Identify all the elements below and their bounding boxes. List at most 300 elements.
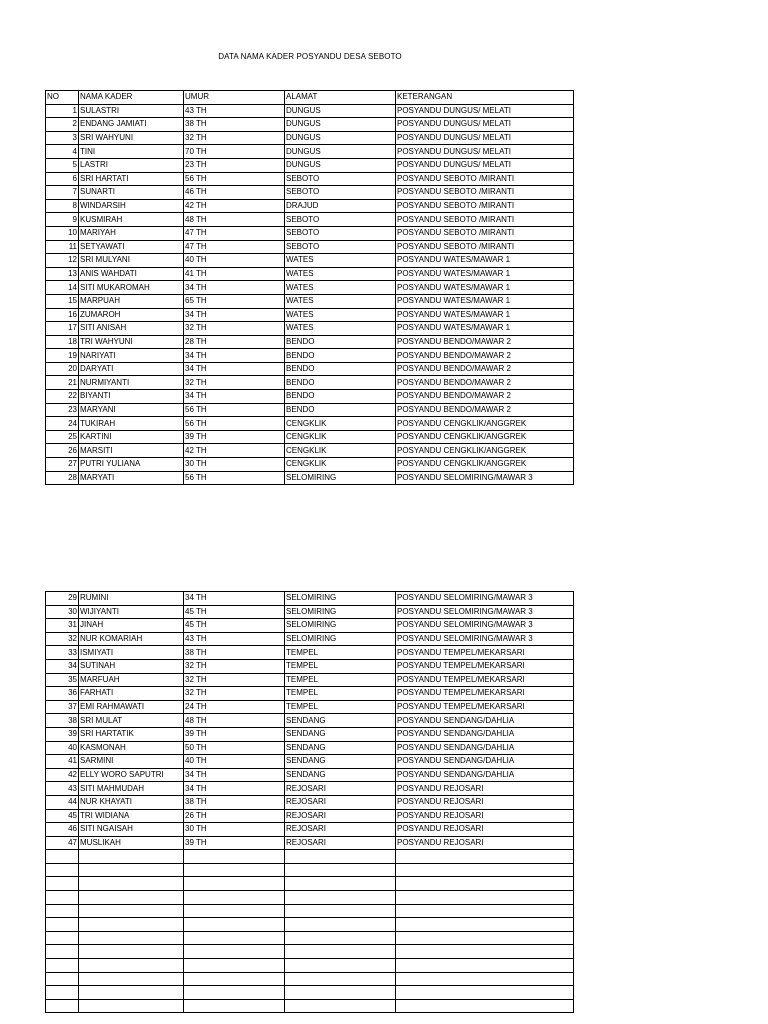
table-row xyxy=(46,417,574,431)
cell-nama-kader: SULASTRI xyxy=(79,104,184,118)
cell-keterangan: POSYANDU TEMPEL/MEKARSARI xyxy=(396,700,574,714)
cell-keterangan: POSYANDU SELOMIRING/MAWAR 3 xyxy=(396,619,574,633)
table-row xyxy=(46,945,574,959)
table-row xyxy=(46,972,574,986)
cell-no xyxy=(46,959,79,973)
cell-alamat xyxy=(285,918,396,932)
cell-no: 19 xyxy=(46,349,79,363)
cell-nama-kader: PUTRI YULIANA xyxy=(79,458,184,472)
cell-umur: 47 TH xyxy=(184,240,285,254)
cell-umur: 26 TH xyxy=(184,809,285,823)
cell-alamat xyxy=(285,904,396,918)
cell-umur: 42 TH xyxy=(184,444,285,458)
cell-umur xyxy=(184,863,285,877)
cell-no xyxy=(46,850,79,864)
cell-nama-kader: KARTINI xyxy=(79,430,184,444)
cell-nama-kader: MUSLIKAH xyxy=(79,836,184,850)
cell-no: 14 xyxy=(46,281,79,295)
cell-alamat xyxy=(285,931,396,945)
cell-umur xyxy=(184,891,285,905)
table-row xyxy=(46,186,574,200)
cell-keterangan: POSYANDU WATES/MAWAR 1 xyxy=(396,254,574,268)
cell-alamat: SENDANG xyxy=(285,727,396,741)
cell-umur: 32 TH xyxy=(184,673,285,687)
cell-keterangan: POSYANDU WATES/MAWAR 1 xyxy=(396,267,574,281)
cell-keterangan: POSYANDU DUNGUS/ MELATI xyxy=(396,158,574,172)
cell-no: 44 xyxy=(46,795,79,809)
cell-umur: 30 TH xyxy=(184,458,285,472)
cell-nama-kader: NUR KOMARIAH xyxy=(79,632,184,646)
cell-nama-kader: ISMIYATI xyxy=(79,646,184,660)
cell-alamat: SENDANG xyxy=(285,755,396,769)
table-row xyxy=(46,646,574,660)
cell-no: 11 xyxy=(46,240,79,254)
cell-keterangan: POSYANDU TEMPEL/MEKARSARI xyxy=(396,673,574,687)
table-row xyxy=(46,768,574,782)
cell-keterangan: POSYANDU REJOSARI xyxy=(396,809,574,823)
cell-umur: 39 TH xyxy=(184,727,285,741)
cell-keterangan: POSYANDU SENDANG/DAHLIA xyxy=(396,755,574,769)
cell-keterangan xyxy=(396,891,574,905)
cell-no: 2 xyxy=(46,118,79,132)
cell-no: 29 xyxy=(46,592,79,606)
table-row xyxy=(46,700,574,714)
cell-alamat: SELOMIRING xyxy=(285,605,396,619)
cell-nama-kader xyxy=(79,959,184,973)
cell-umur: 56 TH xyxy=(184,417,285,431)
table-row xyxy=(46,999,574,1013)
cell-umur: 56 TH xyxy=(184,471,285,485)
cell-keterangan xyxy=(396,999,574,1013)
cell-alamat: CENGKLIK xyxy=(285,458,396,472)
cell-keterangan: POSYANDU CENGKLIK/ANGGREK xyxy=(396,444,574,458)
cell-keterangan: POSYANDU WATES/MAWAR 1 xyxy=(396,322,574,336)
cell-umur: 34 TH xyxy=(184,308,285,322)
cell-keterangan: POSYANDU SELOMIRING/MAWAR 3 xyxy=(396,632,574,646)
cell-umur: 32 TH xyxy=(184,322,285,336)
cell-keterangan: POSYANDU BENDO/MAWAR 2 xyxy=(396,390,574,404)
cell-nama-kader: MARFUAH xyxy=(79,673,184,687)
cell-no: 42 xyxy=(46,768,79,782)
cell-umur xyxy=(184,904,285,918)
cell-no xyxy=(46,945,79,959)
cell-nama-kader: ENDANG JAMIATI xyxy=(79,118,184,132)
cell-no: 3 xyxy=(46,131,79,145)
cell-no: 31 xyxy=(46,619,79,633)
cell-nama-kader: FARHATI xyxy=(79,687,184,701)
cell-nama-kader: SRI WAHYUNI xyxy=(79,131,184,145)
cell-nama-kader xyxy=(79,877,184,891)
cell-nama-kader: JINAH xyxy=(79,619,184,633)
cell-umur xyxy=(184,850,285,864)
cell-no: 15 xyxy=(46,294,79,308)
cell-no: 45 xyxy=(46,809,79,823)
table-row xyxy=(46,267,574,281)
cell-keterangan: POSYANDU SEBOTO /MIRANTI xyxy=(396,172,574,186)
table-row xyxy=(46,294,574,308)
cell-nama-kader: TINI xyxy=(79,145,184,159)
cell-nama-kader: TRI WIDIANA xyxy=(79,809,184,823)
cell-nama-kader: MARYATI xyxy=(79,471,184,485)
cell-alamat: DRAJUD xyxy=(285,199,396,213)
table-row xyxy=(46,471,574,485)
cell-keterangan xyxy=(396,986,574,1000)
kader-table-part-2 xyxy=(45,591,574,1013)
cell-no: 20 xyxy=(46,362,79,376)
cell-nama-kader: NURMIYANTI xyxy=(79,376,184,390)
cell-no: 9 xyxy=(46,213,79,227)
cell-keterangan: POSYANDU WATES/MAWAR 1 xyxy=(396,308,574,322)
cell-nama-kader: SITI NGAISAH xyxy=(79,823,184,837)
cell-nama-kader: MARIYAH xyxy=(79,226,184,240)
cell-alamat: REJOSARI xyxy=(285,795,396,809)
cell-umur: 46 TH xyxy=(184,186,285,200)
cell-nama-kader: SUTINAH xyxy=(79,659,184,673)
table-row xyxy=(46,335,574,349)
cell-alamat: TEMPEL xyxy=(285,700,396,714)
cell-keterangan: POSYANDU SENDANG/DAHLIA xyxy=(396,714,574,728)
cell-umur: 24 TH xyxy=(184,700,285,714)
cell-alamat: DUNGUS xyxy=(285,131,396,145)
table-row xyxy=(46,850,574,864)
cell-no: 47 xyxy=(46,836,79,850)
cell-alamat: CENGKLIK xyxy=(285,417,396,431)
cell-keterangan: POSYANDU WATES/MAWAR 1 xyxy=(396,281,574,295)
cell-umur: 45 TH xyxy=(184,605,285,619)
cell-keterangan: POSYANDU SEBOTO /MIRANTI xyxy=(396,226,574,240)
cell-alamat xyxy=(285,877,396,891)
header-alamat: ALAMAT xyxy=(285,91,396,105)
table-row xyxy=(46,158,574,172)
cell-umur xyxy=(184,877,285,891)
cell-umur: 65 TH xyxy=(184,294,285,308)
cell-keterangan: POSYANDU CENGKLIK/ANGGREK xyxy=(396,458,574,472)
cell-nama-kader: SETYAWATI xyxy=(79,240,184,254)
cell-nama-kader: SUNARTI xyxy=(79,186,184,200)
cell-umur: 34 TH xyxy=(184,390,285,404)
table-row xyxy=(46,687,574,701)
cell-alamat: WATES xyxy=(285,322,396,336)
cell-alamat: WATES xyxy=(285,308,396,322)
cell-no xyxy=(46,891,79,905)
cell-umur xyxy=(184,972,285,986)
table-row xyxy=(46,240,574,254)
cell-no: 41 xyxy=(46,755,79,769)
cell-alamat: SEBOTO xyxy=(285,186,396,200)
cell-no: 40 xyxy=(46,741,79,755)
cell-umur xyxy=(184,945,285,959)
cell-umur: 40 TH xyxy=(184,755,285,769)
cell-nama-kader: KUSMIRAH xyxy=(79,213,184,227)
cell-alamat: TEMPEL xyxy=(285,659,396,673)
cell-umur xyxy=(184,986,285,1000)
table-row xyxy=(46,322,574,336)
cell-keterangan: POSYANDU BENDO/MAWAR 2 xyxy=(396,349,574,363)
cell-alamat: SENDANG xyxy=(285,714,396,728)
table-row xyxy=(46,430,574,444)
cell-nama-kader: MARSITI xyxy=(79,444,184,458)
cell-nama-kader: SRI MULAT xyxy=(79,714,184,728)
cell-umur xyxy=(184,999,285,1013)
cell-keterangan: POSYANDU SEBOTO /MIRANTI xyxy=(396,186,574,200)
table-row xyxy=(46,986,574,1000)
cell-nama-kader: SARMINI xyxy=(79,755,184,769)
cell-no: 7 xyxy=(46,186,79,200)
cell-nama-kader xyxy=(79,972,184,986)
table-row xyxy=(46,390,574,404)
cell-umur: 39 TH xyxy=(184,430,285,444)
cell-keterangan: POSYANDU BENDO/MAWAR 2 xyxy=(396,403,574,417)
cell-keterangan xyxy=(396,863,574,877)
cell-no: 8 xyxy=(46,199,79,213)
cell-umur: 70 TH xyxy=(184,145,285,159)
cell-nama-kader xyxy=(79,863,184,877)
cell-alamat: REJOSARI xyxy=(285,823,396,837)
cell-no: 35 xyxy=(46,673,79,687)
cell-alamat: TEMPEL xyxy=(285,646,396,660)
cell-nama-kader: MARYANI xyxy=(79,403,184,417)
cell-umur: 32 TH xyxy=(184,376,285,390)
cell-umur: 48 TH xyxy=(184,714,285,728)
cell-no: 39 xyxy=(46,727,79,741)
cell-alamat: SEBOTO xyxy=(285,213,396,227)
cell-umur: 56 TH xyxy=(184,172,285,186)
cell-umur: 45 TH xyxy=(184,619,285,633)
cell-keterangan xyxy=(396,945,574,959)
cell-alamat: BENDO xyxy=(285,390,396,404)
cell-keterangan: POSYANDU TEMPEL/MEKARSARI xyxy=(396,687,574,701)
table-row xyxy=(46,104,574,118)
header-no: NO xyxy=(46,91,79,105)
cell-nama-kader: RUMINI xyxy=(79,592,184,606)
cell-nama-kader xyxy=(79,904,184,918)
cell-nama-kader xyxy=(79,999,184,1013)
cell-alamat xyxy=(285,999,396,1013)
cell-alamat: SELOMIRING xyxy=(285,632,396,646)
cell-alamat: REJOSARI xyxy=(285,782,396,796)
table-row xyxy=(46,281,574,295)
cell-umur xyxy=(184,931,285,945)
table-row xyxy=(46,741,574,755)
cell-alamat xyxy=(285,945,396,959)
cell-no: 28 xyxy=(46,471,79,485)
cell-nama-kader: DARYATI xyxy=(79,362,184,376)
cell-nama-kader: SITI MUKAROMAH xyxy=(79,281,184,295)
cell-no xyxy=(46,918,79,932)
cell-umur: 34 TH xyxy=(184,281,285,295)
cell-no: 32 xyxy=(46,632,79,646)
cell-no: 37 xyxy=(46,700,79,714)
cell-no: 43 xyxy=(46,782,79,796)
cell-umur: 38 TH xyxy=(184,118,285,132)
cell-alamat: WATES xyxy=(285,294,396,308)
table-row xyxy=(46,199,574,213)
cell-no: 46 xyxy=(46,823,79,837)
cell-alamat: WATES xyxy=(285,254,396,268)
cell-nama-kader: EMI RAHMAWATI xyxy=(79,700,184,714)
cell-nama-kader: MARPUAH xyxy=(79,294,184,308)
cell-keterangan: POSYANDU SELOMIRING/MAWAR 3 xyxy=(396,592,574,606)
cell-keterangan: POSYANDU WATES/MAWAR 1 xyxy=(396,294,574,308)
cell-nama-kader: NARIYATI xyxy=(79,349,184,363)
table-row xyxy=(46,891,574,905)
cell-keterangan xyxy=(396,931,574,945)
cell-no: 13 xyxy=(46,267,79,281)
cell-nama-kader: SRI MULYANI xyxy=(79,254,184,268)
cell-keterangan: POSYANDU SENDANG/DAHLIA xyxy=(396,741,574,755)
cell-no: 27 xyxy=(46,458,79,472)
table-row xyxy=(46,118,574,132)
cell-no: 4 xyxy=(46,145,79,159)
table-row xyxy=(46,444,574,458)
cell-alamat: BENDO xyxy=(285,349,396,363)
cell-no: 22 xyxy=(46,390,79,404)
cell-nama-kader: SRI HARTATIK xyxy=(79,727,184,741)
document-title: DATA NAMA KADER POSYANDU DESA SEBOTO xyxy=(218,52,402,61)
cell-keterangan: POSYANDU DUNGUS/ MELATI xyxy=(396,118,574,132)
cell-keterangan: POSYANDU SEBOTO /MIRANTI xyxy=(396,213,574,227)
cell-nama-kader: LASTRI xyxy=(79,158,184,172)
cell-keterangan: POSYANDU REJOSARI xyxy=(396,782,574,796)
cell-nama-kader xyxy=(79,931,184,945)
cell-keterangan: POSYANDU CENGKLIK/ANGGREK xyxy=(396,430,574,444)
table-row xyxy=(46,172,574,186)
cell-umur: 43 TH xyxy=(184,104,285,118)
cell-umur: 48 TH xyxy=(184,213,285,227)
cell-no xyxy=(46,931,79,945)
cell-keterangan: POSYANDU SEBOTO /MIRANTI xyxy=(396,199,574,213)
header-nama-kader: NAMA KADER xyxy=(79,91,184,105)
cell-alamat: SENDANG xyxy=(285,741,396,755)
cell-umur: 28 TH xyxy=(184,335,285,349)
cell-no xyxy=(46,877,79,891)
cell-alamat: SENDANG xyxy=(285,768,396,782)
cell-alamat: DUNGUS xyxy=(285,118,396,132)
cell-keterangan: POSYANDU SENDANG/DAHLIA xyxy=(396,768,574,782)
table-row xyxy=(46,931,574,945)
cell-nama-kader: SITI MAHMUDAH xyxy=(79,782,184,796)
cell-alamat: BENDO xyxy=(285,376,396,390)
cell-no: 36 xyxy=(46,687,79,701)
cell-no: 10 xyxy=(46,226,79,240)
table-header-row xyxy=(46,91,574,105)
cell-umur: 34 TH xyxy=(184,592,285,606)
cell-alamat xyxy=(285,863,396,877)
cell-nama-kader: WINDARSIH xyxy=(79,199,184,213)
cell-keterangan: POSYANDU REJOSARI xyxy=(396,795,574,809)
table-row xyxy=(46,782,574,796)
cell-no: 25 xyxy=(46,430,79,444)
header-keterangan: KETERANGAN xyxy=(396,91,574,105)
cell-keterangan xyxy=(396,972,574,986)
table-row xyxy=(46,795,574,809)
cell-nama-kader xyxy=(79,918,184,932)
cell-alamat: WATES xyxy=(285,281,396,295)
cell-keterangan: POSYANDU DUNGUS/ MELATI xyxy=(396,145,574,159)
cell-umur: 23 TH xyxy=(184,158,285,172)
cell-alamat: BENDO xyxy=(285,335,396,349)
cell-umur: 38 TH xyxy=(184,646,285,660)
cell-keterangan xyxy=(396,850,574,864)
table-row xyxy=(46,458,574,472)
table-row xyxy=(46,659,574,673)
table-row xyxy=(46,714,574,728)
cell-no: 33 xyxy=(46,646,79,660)
cell-keterangan: POSYANDU DUNGUS/ MELATI xyxy=(396,104,574,118)
cell-nama-kader: KASMONAH xyxy=(79,741,184,755)
table-row xyxy=(46,376,574,390)
cell-keterangan: POSYANDU TEMPEL/MEKARSARI xyxy=(396,659,574,673)
cell-keterangan xyxy=(396,904,574,918)
table-row xyxy=(46,592,574,606)
cell-nama-kader: SRI HARTATI xyxy=(79,172,184,186)
cell-umur: 41 TH xyxy=(184,267,285,281)
cell-nama-kader: ZUMAROH xyxy=(79,308,184,322)
cell-umur: 43 TH xyxy=(184,632,285,646)
cell-umur: 32 TH xyxy=(184,659,285,673)
cell-alamat: TEMPEL xyxy=(285,673,396,687)
cell-alamat: SELOMIRING xyxy=(285,619,396,633)
cell-keterangan: POSYANDU REJOSARI xyxy=(396,823,574,837)
cell-alamat: CENGKLIK xyxy=(285,444,396,458)
cell-keterangan: POSYANDU BENDO/MAWAR 2 xyxy=(396,335,574,349)
cell-alamat xyxy=(285,850,396,864)
cell-keterangan: POSYANDU SENDANG/DAHLIA xyxy=(396,727,574,741)
cell-keterangan xyxy=(396,877,574,891)
cell-umur xyxy=(184,918,285,932)
table-row xyxy=(46,877,574,891)
table-row xyxy=(46,605,574,619)
cell-alamat: DUNGUS xyxy=(285,104,396,118)
table-row xyxy=(46,349,574,363)
cell-nama-kader: WIJIYANTI xyxy=(79,605,184,619)
cell-keterangan: POSYANDU SEBOTO /MIRANTI xyxy=(396,240,574,254)
cell-no: 6 xyxy=(46,172,79,186)
table-row xyxy=(46,213,574,227)
table-row xyxy=(46,673,574,687)
cell-keterangan xyxy=(396,959,574,973)
header-umur: UMUR xyxy=(184,91,285,105)
cell-alamat: SEBOTO xyxy=(285,226,396,240)
cell-alamat: SEBOTO xyxy=(285,240,396,254)
table-row xyxy=(46,226,574,240)
cell-alamat xyxy=(285,972,396,986)
table-row xyxy=(46,131,574,145)
cell-keterangan: POSYANDU TEMPEL/MEKARSARI xyxy=(396,646,574,660)
cell-no: 18 xyxy=(46,335,79,349)
cell-keterangan: POSYANDU SELOMIRING/MAWAR 3 xyxy=(396,605,574,619)
cell-alamat: DUNGUS xyxy=(285,145,396,159)
table-row xyxy=(46,836,574,850)
cell-umur: 38 TH xyxy=(184,795,285,809)
cell-alamat: DUNGUS xyxy=(285,158,396,172)
cell-keterangan: POSYANDU SELOMIRING/MAWAR 3 xyxy=(396,471,574,485)
cell-no: 26 xyxy=(46,444,79,458)
cell-nama-kader xyxy=(79,850,184,864)
cell-keterangan: POSYANDU BENDO/MAWAR 2 xyxy=(396,362,574,376)
cell-nama-kader: TRI WAHYUNI xyxy=(79,335,184,349)
cell-nama-kader: ELLY WORO SAPUTRI xyxy=(79,768,184,782)
table-row xyxy=(46,809,574,823)
cell-alamat: REJOSARI xyxy=(285,836,396,850)
cell-alamat: BENDO xyxy=(285,362,396,376)
cell-alamat: WATES xyxy=(285,267,396,281)
cell-no xyxy=(46,999,79,1013)
cell-alamat: SELOMIRING xyxy=(285,471,396,485)
table-row xyxy=(46,619,574,633)
cell-keterangan xyxy=(396,918,574,932)
cell-umur: 34 TH xyxy=(184,349,285,363)
